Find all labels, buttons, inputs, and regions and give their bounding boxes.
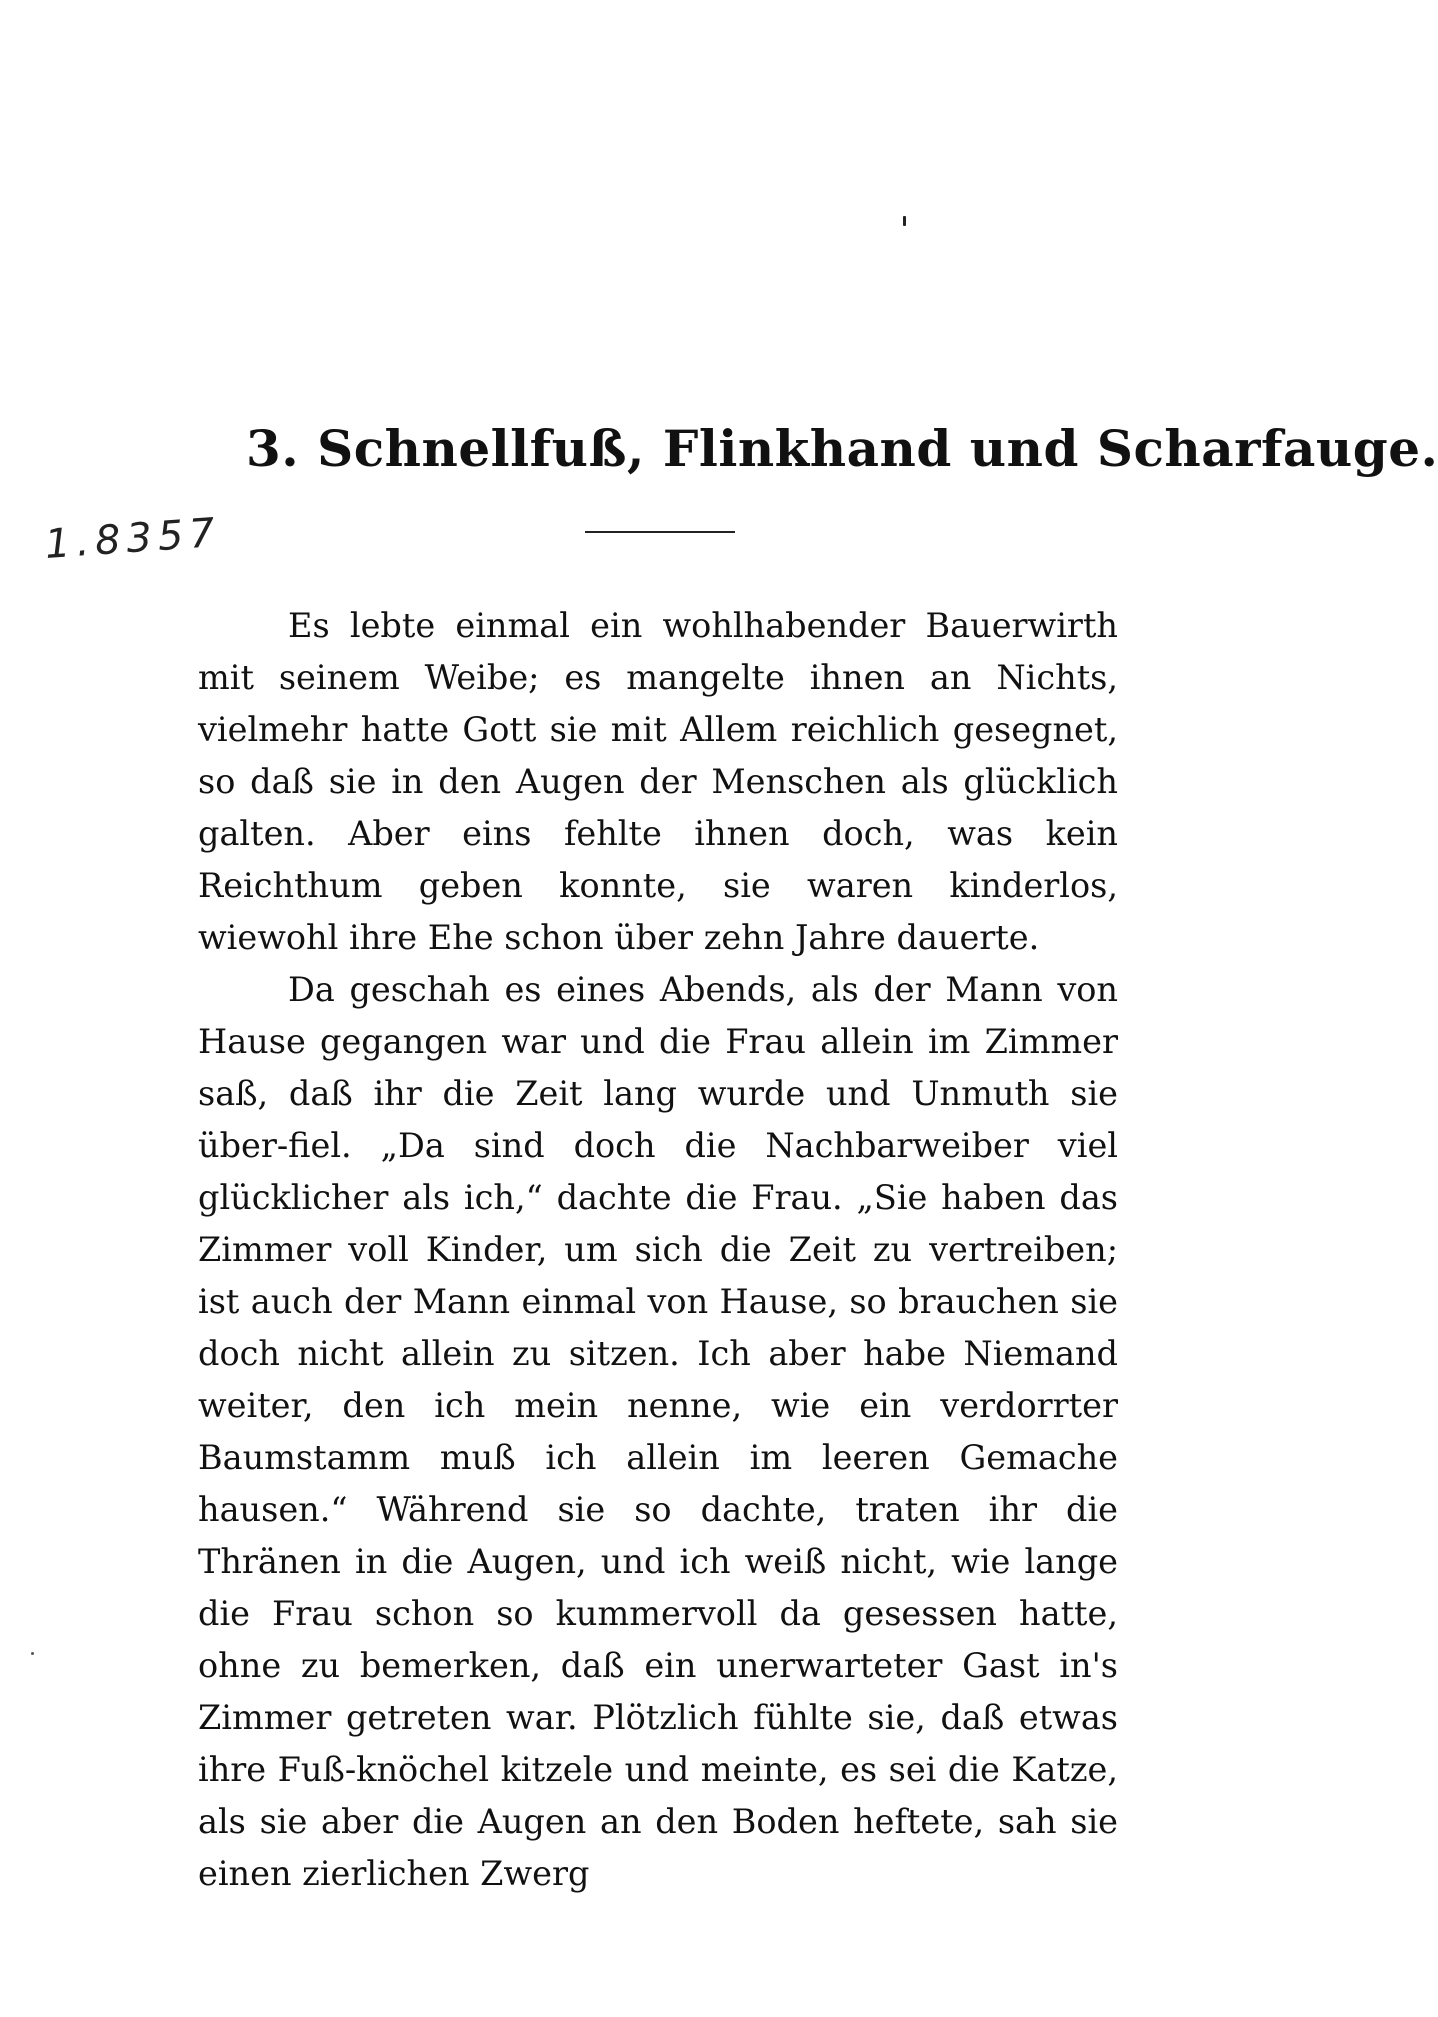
chapter-title: 3. Schnellfuß, Flinkhand und Scharfauge. — [246, 419, 1438, 478]
handwritten-shelfmark: 1.8357 — [43, 509, 223, 568]
paragraph-2: Da geschah es eines Abends, als der Mann von Hause gegangen war und die Frau allein im Zimmer saß, daß ihr die Zeit lang wurde und Unmuth sie über-fiel. „Da sind doch die Nachbarweiber viel glücklicher als ich,“ dachte die Frau. „Sie haben das Zimmer voll Kinder, um sich die Zeit zu vertreiben; ist auch der Mann einmal von Hause, so brauchen sie doch nicht allein zu sitzen. Ich aber habe Niemand weiter, den ich mein nenne, wie ein verdorrter Baumstamm muß ich allein im leeren Gemache hausen.“ Während sie so dachte, traten ihr die Thränen in die Augen, und ich weiß nicht, wie lange die Frau schon so kummervoll da gesessen hatte, ohne zu bemerken, daß ein unerwarteter Gast in's Zimmer getreten war. Plötzlich fühlte sie, daß etwas ihre Fuß-knöchel kitzele und meinte, es sei die Katze, als sie aber die Augen an den Boden heftete, sah sie einen zierlichen Zwerg — [198, 970, 1118, 1893]
ink-speck — [31, 1652, 34, 1655]
ink-speck — [903, 216, 906, 226]
paragraph-1: Es lebte einmal ein wohlhabender Bauerwirth mit seinem Weibe; es mangelte ihnen an Nichts, vielmehr hatte Gott sie mit Allem reichlich gesegnet, so daß sie in den Augen der Menschen als glücklich galten. Aber eins fehlte ihnen doch, was kein Reichthum geben konnte, sie waren kinderlos, wiewohl ihre Ehe schon über zehn Jahre dauerte. — [198, 606, 1118, 957]
body-text — [198, 600, 1118, 1900]
title-divider-rule — [585, 531, 735, 533]
